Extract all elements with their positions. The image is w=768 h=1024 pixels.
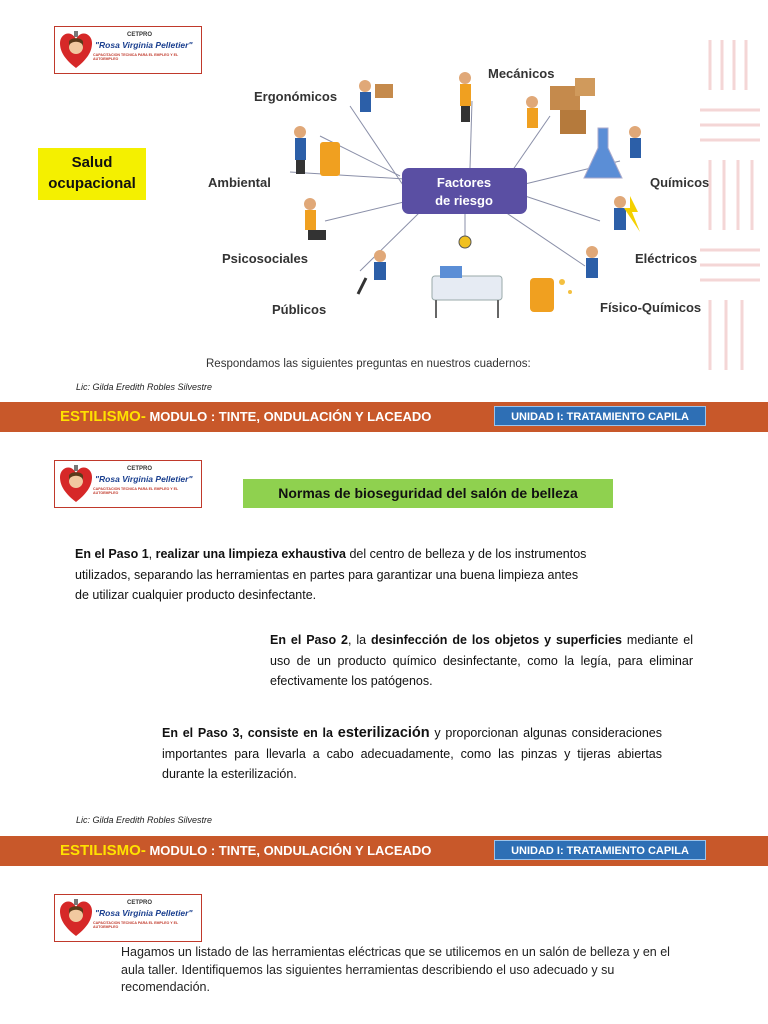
- paso-2-paragraph: [270, 630, 693, 692]
- cetpro-logo: [54, 460, 202, 508]
- heart-emblem-icon: [59, 464, 93, 504]
- footer-estilismo: ESTILISMO: [60, 408, 141, 425]
- factor-publicos: Públicos: [272, 302, 327, 317]
- slide-normas-bioseguridad: [0, 432, 768, 866]
- paso-1-bold: realizar una limpieza exhaustiva: [155, 547, 346, 561]
- center-label-line2: de riesgo: [435, 193, 493, 208]
- heart-emblem-icon: [59, 30, 93, 70]
- paso-3-lead: En el Paso 3, consiste en la: [162, 726, 338, 740]
- footer-estilismo: ESTILISMO: [60, 842, 141, 859]
- worker-electric-icon: [614, 196, 640, 232]
- worker-mechanic-icon: [459, 72, 595, 134]
- paso-1-sep: ,: [148, 547, 156, 561]
- footer-module-title: [60, 408, 431, 425]
- footer-unidad-badge: UNIDAD I: TRATAMIENTO CAPILA: [494, 840, 706, 860]
- factor-ergonomicos: Ergonómicos: [254, 89, 338, 104]
- paso-2-sep: , la: [347, 633, 371, 647]
- paso-1-lead: En el Paso 1: [75, 547, 149, 561]
- chemical-flask-icon: [584, 126, 641, 178]
- herramientas-instruction: Hagamos un listado de las herramientas eléctricas que se utilicemos en un salón de belleza y en el aula taller. Identifiquemos las siguientes herramientas describiendo el uso adecuado y su recomendación.: [121, 945, 670, 994]
- paso-2-lead: En el Paso 2: [270, 633, 348, 647]
- logo-cetpro-text: CETPRO: [127, 466, 153, 472]
- paso-1-paragraph: [75, 544, 595, 606]
- hospital-bed-icon: [432, 236, 502, 318]
- worker-ergonomic-icon: [359, 80, 393, 112]
- slide-herramientas-electricas: [0, 866, 768, 1024]
- factor-electricos: Eléctricos: [635, 251, 698, 266]
- logo-tagline: CAPACITACION TECNICA PARA EL EMPLEO Y EL AUTOEMPLEO: [93, 53, 179, 62]
- paso-3-rest: y proporcionan algunas consideraciones importantes para llevarla a cabo adecuadamente, como las pinzas y tijeras abiertas durante la esterilización.: [162, 726, 662, 781]
- logo-cetpro-text: CETPRO: [127, 900, 153, 906]
- author-credit: Lic: Gilda Eredith Robles Silvestre: [76, 815, 213, 825]
- normas-title: Normas de bioseguridad del salón de belleza: [243, 479, 613, 508]
- footer-modulo: MODULO : TINTE, ONDULACIÓN Y LACEADO: [149, 843, 432, 858]
- logo-tagline: CAPACITACION TECNICA PARA EL EMPLEO Y EL AUTOEMPLEO: [93, 921, 179, 930]
- paso-3-paragraph: [162, 723, 662, 785]
- logo-school-name: "Rosa Virginia Pelletier": [95, 40, 193, 50]
- salud-ocupacional-label: Salud ocupacional: [38, 148, 146, 200]
- footer-bar: [0, 836, 768, 866]
- physicochemical-barrel-icon: [530, 246, 598, 312]
- factor-quimicos: Químicos: [650, 175, 710, 190]
- risk-factors-diagram: [180, 56, 740, 346]
- paso-1-rest: del centro de belleza y de los instrumentos utilizados, separando las herramientas en partes para garantizar una buena limpieza antes de utilizar cualquier producto desinfectante.: [75, 547, 587, 602]
- slide-salud-ocupacional: [0, 0, 768, 432]
- logo-tagline: CAPACITACION TECNICA PARA EL EMPLEO Y EL AUTOEMPLEO: [93, 487, 179, 496]
- logo-school-name: "Rosa Virginia Pelletier": [95, 908, 193, 918]
- footer-dash: -: [140, 408, 146, 425]
- factor-psicosociales: Psicosociales: [222, 251, 308, 266]
- footer-dash: -: [140, 842, 146, 859]
- factor-ambiental: Ambiental: [208, 175, 271, 190]
- author-credit: Lic: Gilda Eredith Robles Silvestre: [76, 382, 213, 392]
- worker-ambiental-icon: [294, 126, 340, 176]
- logo-cetpro-text: CETPRO: [127, 32, 153, 38]
- worker-psychosocial-icon: [304, 198, 326, 240]
- footer-modulo: MODULO : TINTE, ONDULACIÓN Y LACEADO: [149, 409, 432, 424]
- worker-public-icon: [358, 250, 386, 294]
- footer-bar: [0, 402, 768, 432]
- factor-mecanicos: Mecánicos: [488, 66, 555, 81]
- paso-3-bold: esterilización: [337, 725, 430, 741]
- heart-emblem-icon: [59, 898, 93, 938]
- questions-prompt: Respondamos las siguientes preguntas en nuestros cuadernos:: [206, 358, 531, 370]
- cetpro-logo: [54, 894, 202, 942]
- decorative-pattern: [690, 30, 768, 390]
- footer-module-title: [60, 842, 431, 859]
- factor-fisico-quimicos: Físico-Químicos: [600, 300, 702, 315]
- center-label-line1: Factores: [436, 175, 492, 190]
- footer-unidad-badge: UNIDAD I: TRATAMIENTO CAPILA: [494, 406, 706, 426]
- paso-2-rest: mediante el uso de un producto químico desinfectante, como la legía, para eliminar efectivamente los patógenos.: [270, 633, 693, 688]
- logo-school-name: "Rosa Virginia Pelletier": [95, 474, 193, 484]
- paso-2-bold: desinfección de los objetos y superficies: [371, 633, 623, 647]
